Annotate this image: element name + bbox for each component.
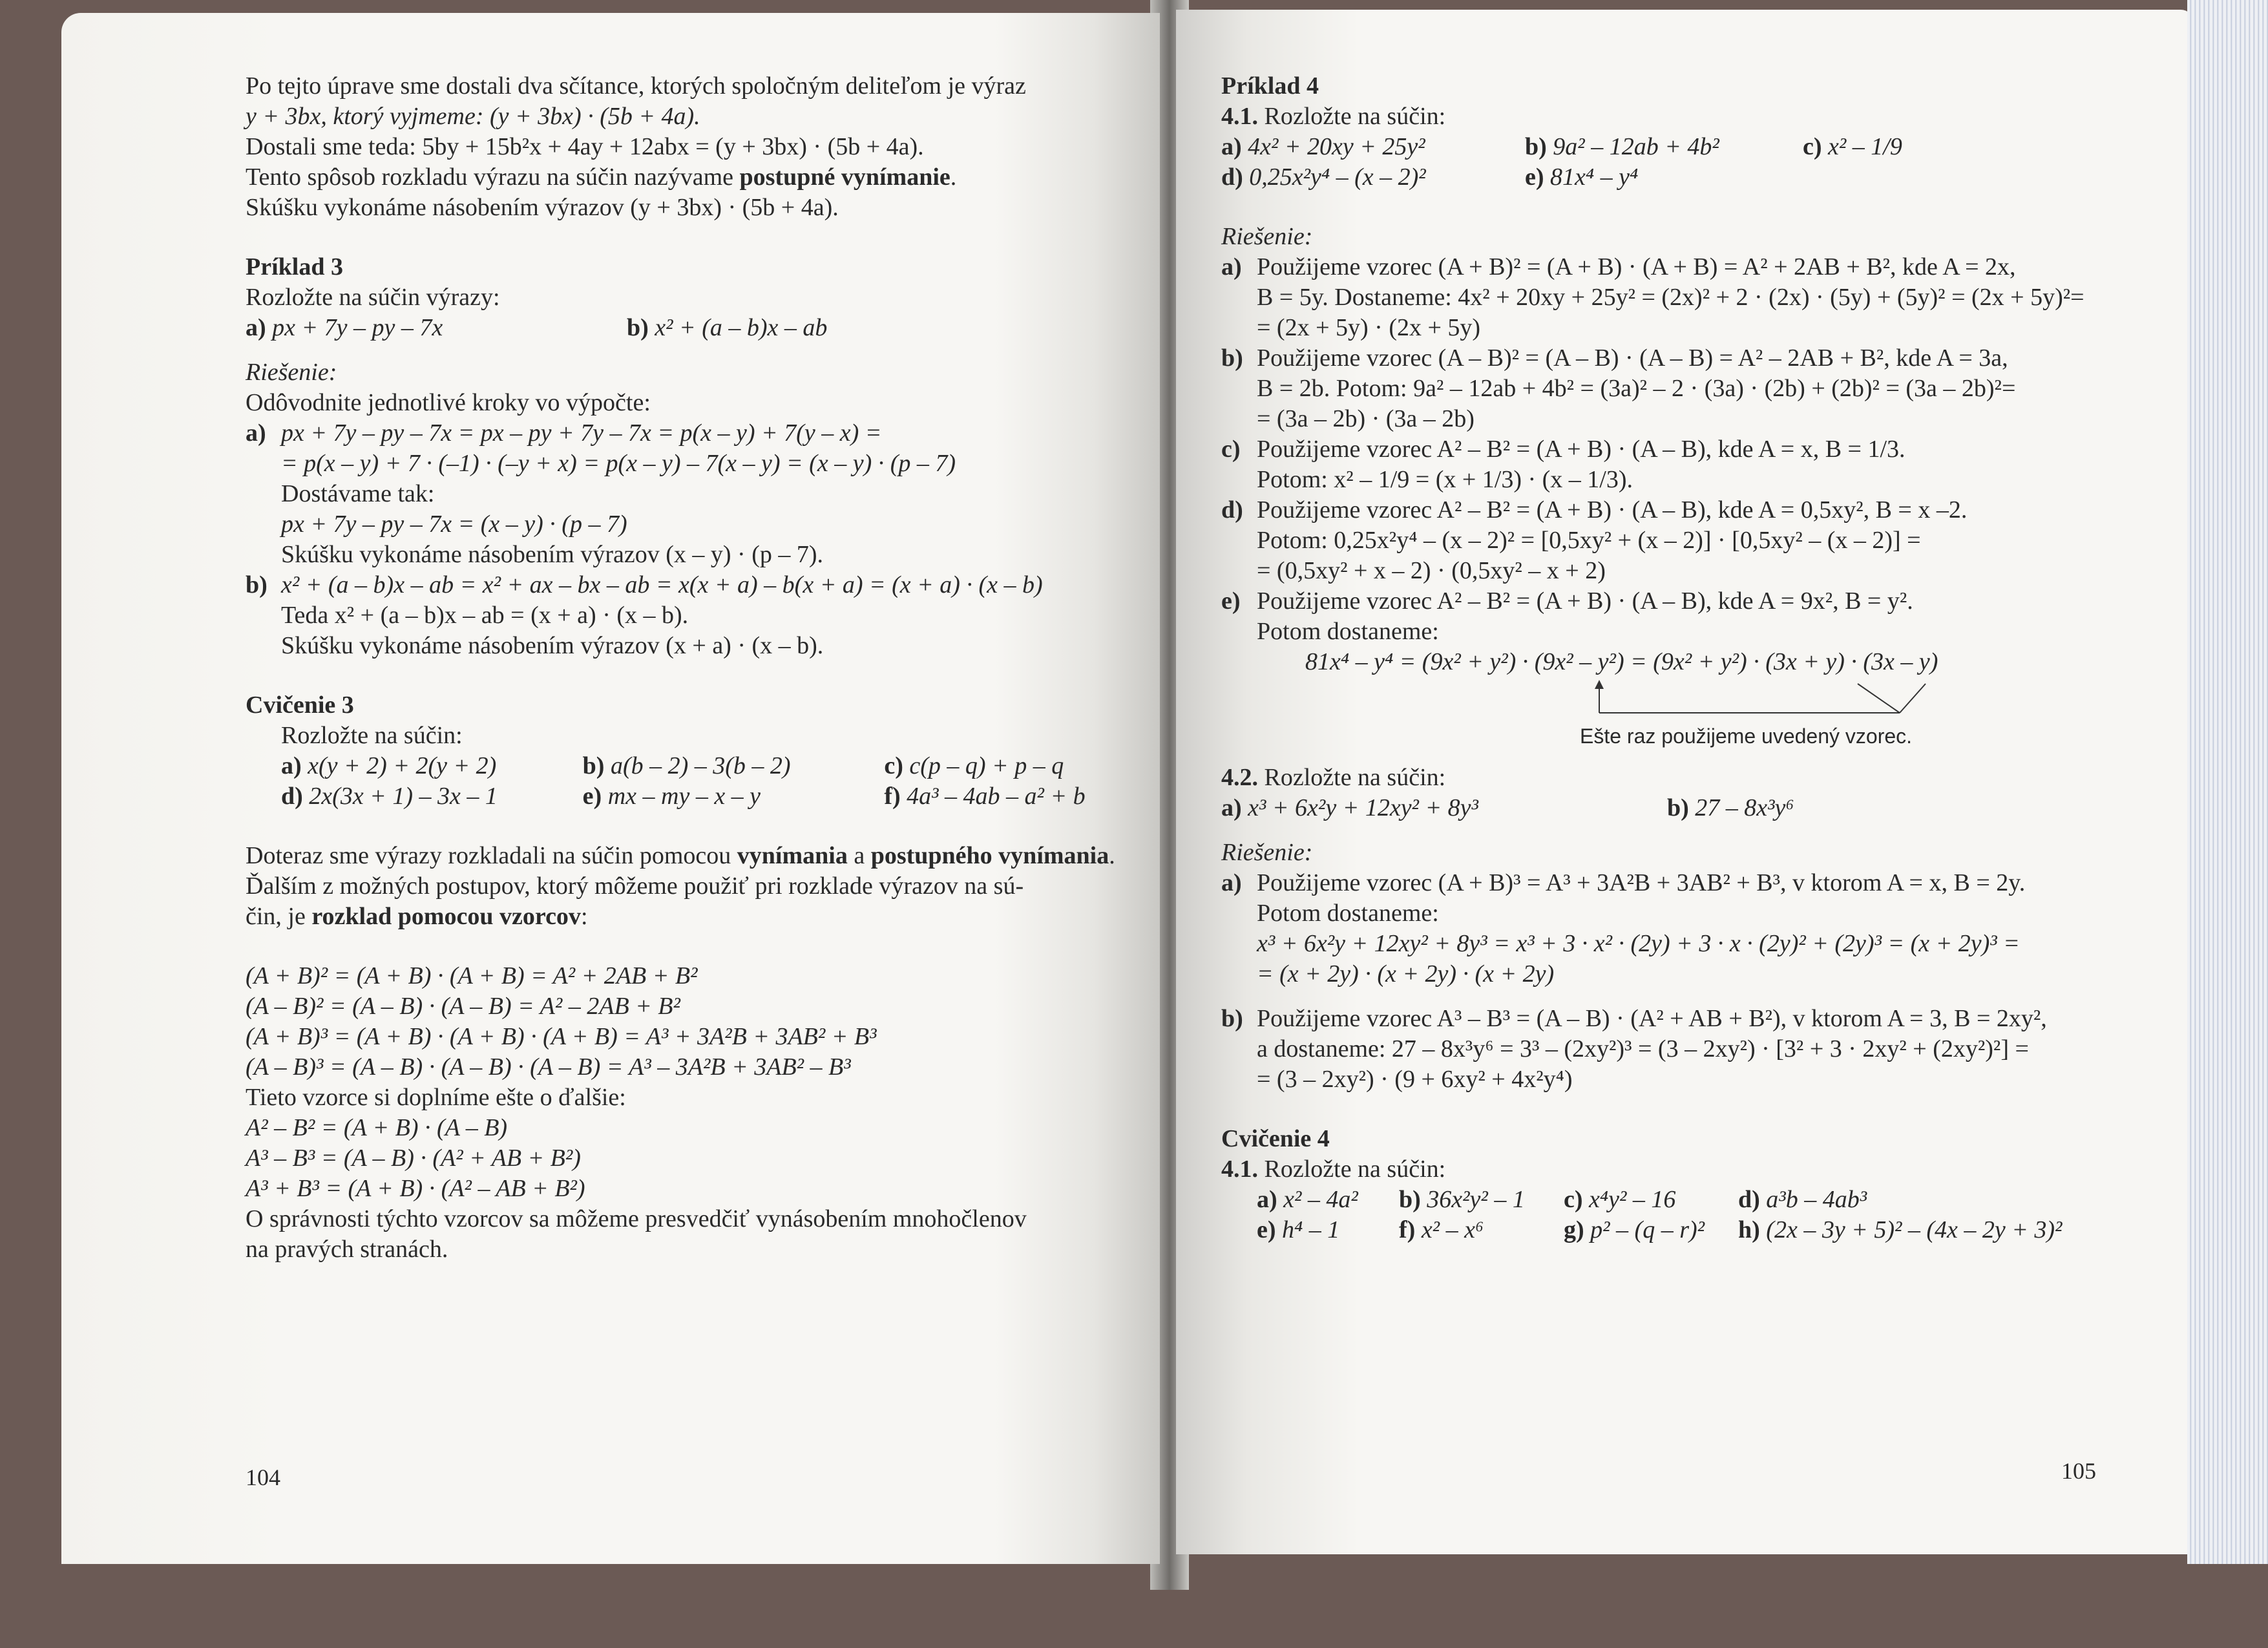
annotation [1221, 677, 2171, 748]
example-3-task: Rozložte na súčin výrazy: [246, 284, 500, 311]
formula-line: A³ – B³ = (A – B) · (A² + AB + B²) [246, 1145, 581, 1172]
closing-line: na pravých stranách. [246, 1236, 448, 1263]
solution-a-line: = p(x – y) + 7 · (–1) · (–y + x) = p(x – y) – 7(x – y) = (x – y) · (p – 7) [281, 450, 956, 477]
solution-line: = (x + 2y) · (x + 2y) · (x + 2y) [1257, 960, 1555, 988]
intro-line: y + 3bx, ktorý vyjmeme: (y + 3bx) · (5b + 4a). [246, 103, 700, 130]
intro-line: Tento spôsob rozkladu výrazu na súčin nazývame postupné vynímanie. [246, 164, 957, 191]
exercise-4-title: Cvičenie 4 [1221, 1125, 1330, 1152]
intro-line: Skúšku vykonáme násobením výrazov (y + 3bx) · (5b + 4a). [246, 194, 839, 221]
formula-line: (A – B)³ = (A – B) · (A – B) · (A – B) = A³ – 3A²B + 3AB² – B³ [246, 1053, 851, 1081]
formula-intro: Tieto vzorce si doplníme ešte o ďalšie: [246, 1084, 626, 1111]
solution-line: b) Použijeme vzorec A³ – B³ = (A – B) · (A² + AB + B²), v ktorom A = 3, B = 2xy², [1221, 1005, 2047, 1032]
solution-label: Riešenie: [246, 359, 337, 386]
annotation-text: Ešte raz použijeme uvedený vzorec. [1580, 724, 1913, 748]
solution-line: e) Použijeme vzorec A² – B² = (A + B) · (A – B), kde A = 9x², B = y². [1221, 587, 1913, 615]
solution-line: = (0,5xy² + x – 2) · (0,5xy² – x + 2) [1257, 557, 1606, 584]
solution-b-line: b) x² + (a – b)x – ab = x² + ax – bx – ab = x(x + a) – b(x + a) = (x + a) · (x – b) [246, 571, 1043, 598]
left-page-content [246, 71, 1160, 1265]
solution-line: a) Použijeme vzorec (A + B)³ = A³ + 3A²B + 3AB² + B³, v ktorom A = x, B = 2y. [1221, 869, 2026, 896]
solution-line: B = 5y. Dostaneme: 4x² + 20xy + 25y² = (2x)² + 2 · (2x) · (5y) + (5y)² = (2x + 5y)²= [1257, 284, 2084, 311]
solution-line: Potom dostaneme: [1257, 618, 1439, 645]
solution-a-line: Skúšku vykonáme násobením výrazov (x – y) · (p – 7). [281, 541, 824, 568]
closing-line: O správnosti týchto vzorcov sa môžeme presvedčiť vynásobením mnohočlenov [246, 1205, 1027, 1232]
exercise-4-1-items: a) x² – 4a² b) 36x²y² – 1 c) x⁴y² – 16 d) a³b – 4ab³ e) h⁴ – 1 f) x² – x⁶ g) p² – (q – r)² h) (2x – 3y + 5)² – (4x – 2y + 3)² [1257, 1186, 2063, 1243]
solution-label: Riešenie: [1221, 223, 1313, 250]
solution-a-line: a) px + 7y – py – 7x = px – py + 7y – 7x = p(x – y) + 7(y – x) = [246, 419, 882, 447]
solution-a-line: Dostávame tak: [281, 480, 435, 507]
solution-line: c) Použijeme vzorec A² – B² = (A + B) · (A – B), kde A = x, B = 1/3. [1221, 436, 1906, 463]
example-3-title: Príklad 3 [246, 253, 343, 280]
solution-line: B = 2b. Potom: 9a² – 12ab + 4b² = (3a)² – 2 · (3a) · (2b) + (2b)² = (3a – 2b)²= [1257, 375, 2016, 402]
solution-line: d) Použijeme vzorec A² – B² = (A + B) · (A – B), kde A = 0,5xy², B = x –2. [1221, 496, 1968, 523]
exercise-3-title: Cvičenie 3 [246, 692, 354, 719]
formula-line: (A + B)³ = (A + B) · (A + B) · (A + B) = A³ + 3A²B + 3AB² + B³ [246, 1023, 877, 1050]
page-number-left: 104 [246, 1464, 280, 1490]
page-number-right: 105 [2061, 1458, 2096, 1484]
formula-line: (A – B)² = (A – B) · (A – B) = A² – 2AB + B² [246, 993, 680, 1020]
solution-line: = (2x + 5y) · (2x + 5y) [1257, 314, 1481, 341]
solution-line: = (3 – 2xy²) · (9 + 6xy² + 4x²y⁴) [1257, 1066, 1573, 1093]
formula-line: A² – B² = (A + B) · (A – B) [246, 1114, 508, 1141]
solution-line: Potom: x² – 1/9 = (x + 1/3) · (x – 1/3). [1257, 466, 1633, 493]
example-3-items: a) px + 7y – py – 7x b) x² + (a – b)x – ab [246, 314, 828, 341]
solution-b-line: Teda x² + (a – b)x – ab = (x + a) · (x – b). [281, 602, 689, 629]
solution-line: = (3a – 2b) · (3a – 2b) [1257, 405, 1475, 432]
right-page-content [1221, 71, 2171, 1245]
exercise-3-task: Rozložte na súčin: [281, 722, 463, 749]
solution-label: Riešenie: [1221, 839, 1313, 866]
exercise-4-1-task: 4.1. Rozložte na súčin: [1221, 1156, 1446, 1183]
solution-intro: Odôvodnite jednotlivé kroky vo výpočte: [246, 389, 651, 416]
text-paragraph: Doteraz sme výrazy rozkladali na súčin pomocou vynímania a postupného vynímania. [246, 842, 1115, 869]
bold-term: postupné vynímanie [739, 164, 950, 191]
solution-line: b) Použijeme vzorec (A – B)² = (A – B) · (A – B) = A² – 2AB + B², kde A = 3a, [1221, 344, 2008, 372]
task-4-1: 4.1. Rozložte na súčin: [1221, 103, 1446, 130]
task-4-2: 4.2. Rozložte na súčin: [1221, 764, 1446, 791]
formula-line: A³ + B³ = (A + B) · (A² – AB + B²) [246, 1175, 585, 1202]
solution-line: a dostaneme: 27 – 8x³y⁶ = 3³ – (2xy²)³ = (3 – 2xy²) · [3² + 3 · 2xy² + (2xy²)²] = [1257, 1035, 2029, 1062]
solution-b-line: Skúšku vykonáme násobením výrazov (x + a) · (x – b). [281, 632, 824, 659]
left-page [61, 13, 1160, 1564]
solution-a-line: px + 7y – py – 7x = (x – y) · (p – 7) [281, 511, 627, 538]
page-edges [2187, 0, 2268, 1564]
task-4-1-items: a) 4x² + 20xy + 25y² d) 0,25x²y⁴ – (x – 2)² b) 9a² – 12ab + 4b² e) 81x⁴ – y⁴ c) x² – 1/9 [1221, 133, 1902, 191]
solution-line: Potom dostaneme: [1257, 900, 1439, 927]
intro-line: Dostali sme teda: 5by + 15b²x + 4ay + 12abx = (y + 3bx) · (5b + 4a). [246, 133, 924, 160]
task-4-2-items: a) x³ + 6x²y + 12xy² + 8y³ b) 27 – 8x³y⁶ [1221, 794, 1794, 821]
exercise-3-items: a) x(y + 2) + 2(y + 2) b) a(b – 2) – 3(b – 2) c) c(p – q) + p – q d) 2x(3x + 1) – 3x – 1 e) mx – my – x – y f) 4a³ – 4ab – a² + b [281, 752, 1086, 810]
solution-line: x³ + 6x²y + 12xy² + 8y³ = x³ + 3 · x² · (2y) + 3 · x · (2y)² + (2y)³ = (x + 2y)³ = [1257, 930, 2020, 957]
text-paragraph: čin, je rozklad pomocou vzorcov: [246, 903, 588, 930]
solution-line: Potom: 0,25x²y⁴ – (x – 2)² = [0,5xy² + (x – 2)] · [0,5xy² – (x – 2)] = [1257, 527, 1921, 554]
text-paragraph: Ďalším z možných postupov, ktorý môžeme použiť pri rozklade výrazov na sú- [246, 872, 1024, 900]
intro-line: Po tejto úprave sme dostali dva sčítance, ktorých spoločným deliteľom je výraz [246, 72, 1026, 100]
formula-line: (A + B)² = (A + B) · (A + B) = A² + 2AB + B² [246, 962, 698, 989]
solution-line: 81x⁴ – y⁴ = (9x² + y²) · (9x² – y²) = (9x² + y²) · (3x + y) · (3x – y) [1305, 648, 1938, 675]
right-page [1176, 10, 2194, 1554]
example-4-title: Príklad 4 [1221, 72, 1319, 100]
solution-line: a) Použijeme vzorec (A + B)² = (A + B) · (A + B) = A² + 2AB + B², kde A = 2x, [1221, 253, 2016, 280]
